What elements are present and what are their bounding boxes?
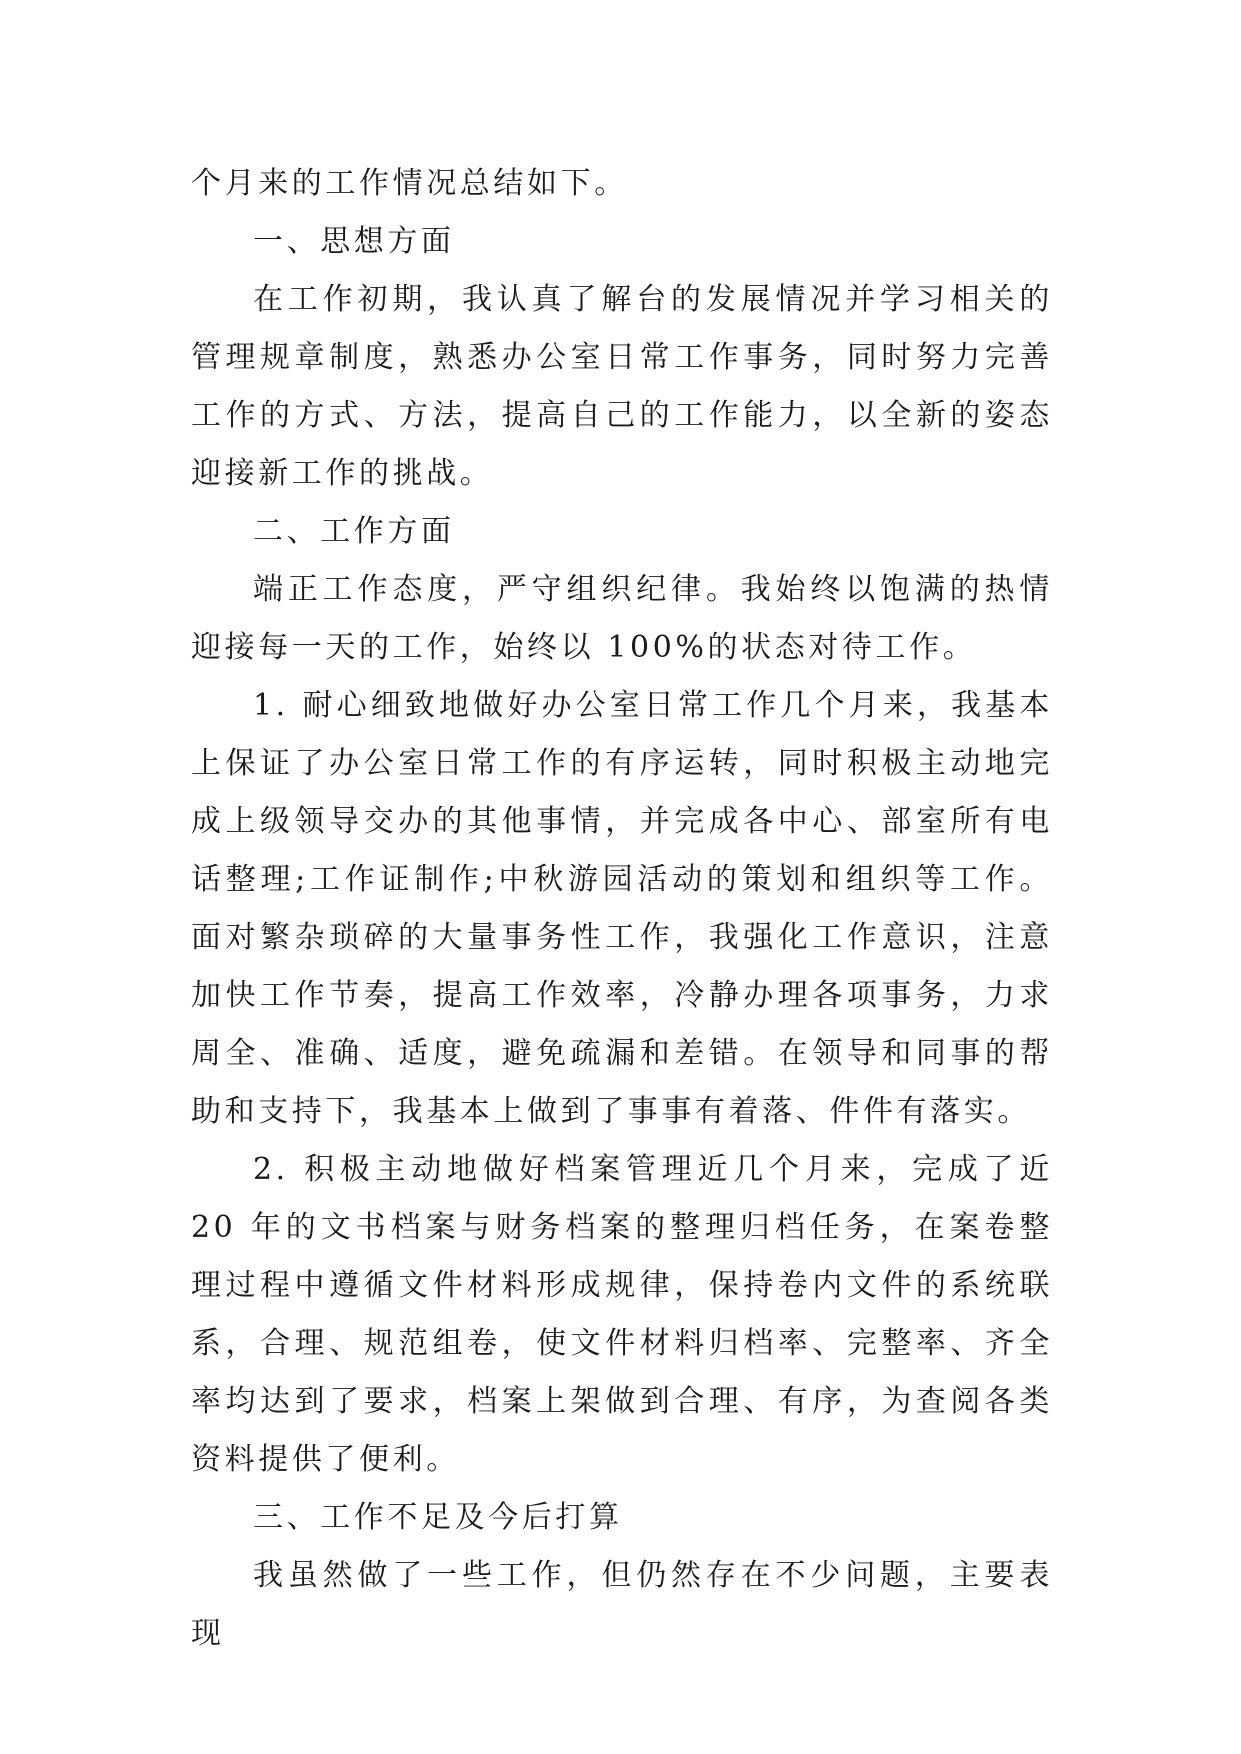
paragraph-work-attitude: 端正工作态度，严守组织纪律。我始终以饱满的热情迎接每一天的工作，始终以 100%的状态对待工作。 xyxy=(191,572,1053,665)
paragraph-intro: 个月来的工作情况总结如下。 xyxy=(191,166,628,201)
heading-shortcomings: 三、工作不足及今后打算 xyxy=(253,1500,623,1535)
paragraph-shortcomings: 我虽然做了一些工作，但仍然存在不少问题，主要表现 xyxy=(191,1558,1053,1651)
paragraph-ideology: 在工作初期，我认真了解台的发展情况并学习相关的管理规章制度，熟悉办公室日常工作事务，同时努力完善工作的方式、方法，提高自己的工作能力，以全新的姿态迎接新工作的挑战。 xyxy=(191,282,1053,491)
document-body xyxy=(191,155,1053,1663)
paragraph-office-work: 1. 耐心细致地做好办公室日常工作几个月来，我基本上保证了办公室日常工作的有序运转，同时积极主动地完成上级领导交办的其他事情，并完成各中心、部室所有电话整理;工作证制作;中秋游园活动的策划和组织等工作。面对繁杂琐碎的大量事务性工作，我强化工作意识，注意加快工作节奏，提高工作效率，冷静办理各项事务，力求周全、准确、适度，避免疏漏和差错。在领导和同事的帮助和支持下，我基本上做到了事事有着落、件件有落实。 xyxy=(191,688,1053,1129)
heading-ideology: 一、思想方面 xyxy=(253,224,455,259)
paragraph-archive-work: 2. 积极主动地做好档案管理近几个月来，完成了近 20 年的文书档案与财务档案的整理归档任务，在案卷整理过程中遵循文件材料形成规律，保持卷内文件的系统联系，合理、规范组卷，使文件材料归档率、完整率、齐全率均达到了要求，档案上架做到合理、有序，为查阅各类资料提供了便利。 xyxy=(191,1152,1053,1477)
heading-work: 二、工作方面 xyxy=(253,514,455,549)
